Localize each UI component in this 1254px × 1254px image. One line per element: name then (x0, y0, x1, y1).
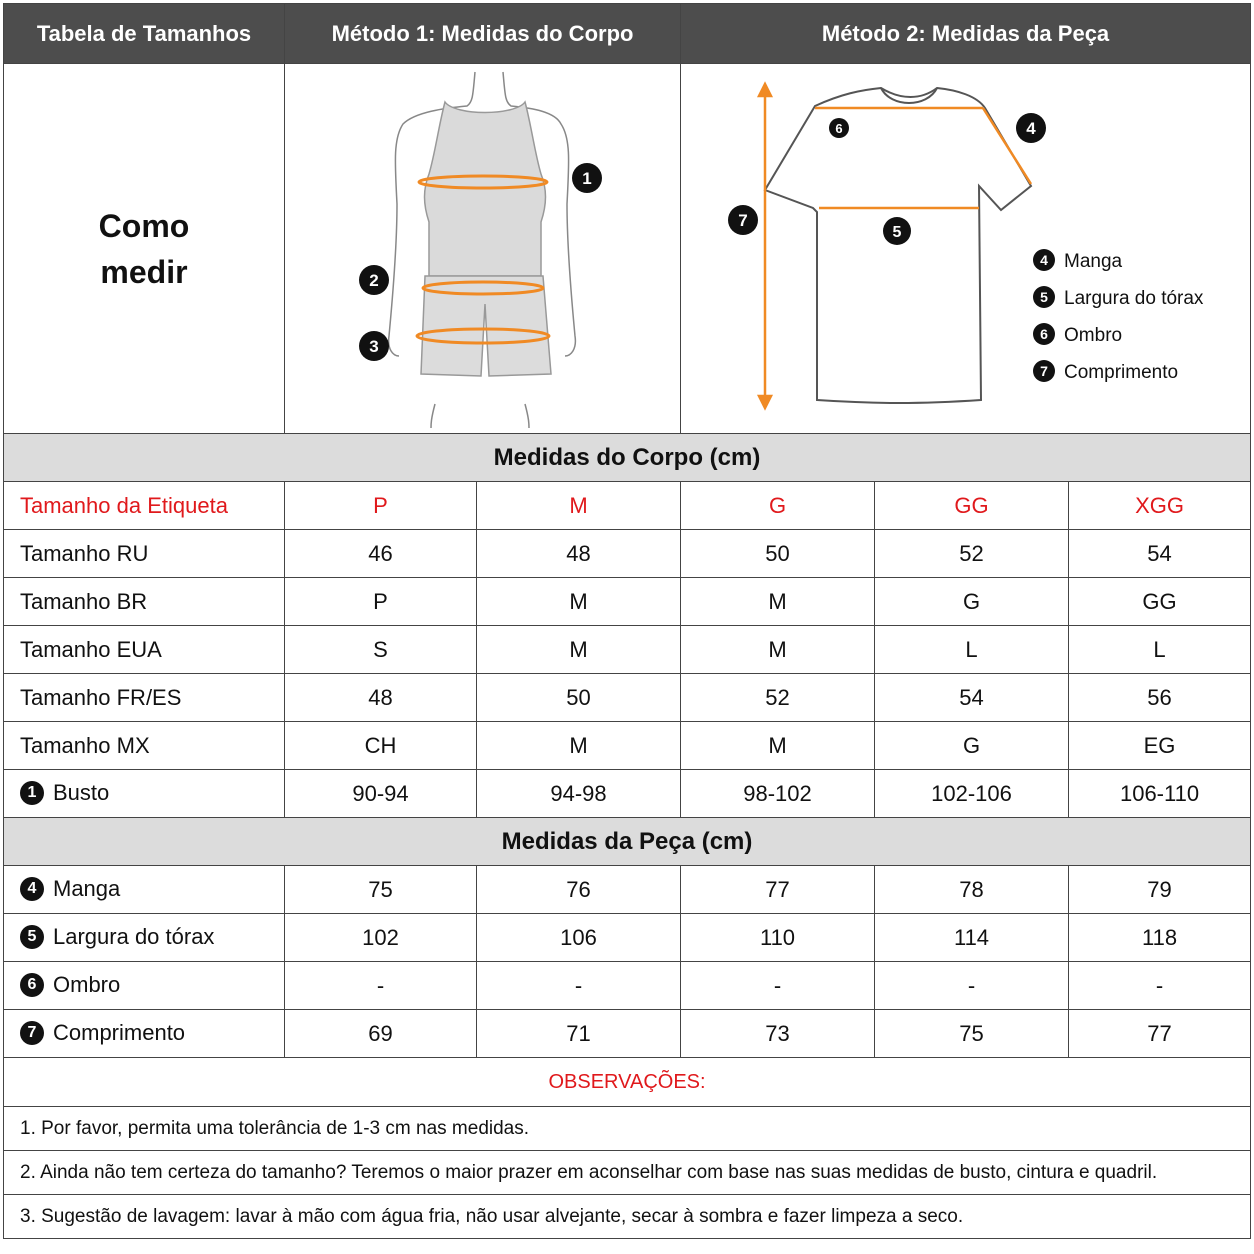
value-cell: 77 (681, 866, 875, 914)
diagram-row (4, 64, 1251, 434)
value-cell: 50 (681, 530, 875, 578)
legend-label: Largura do tórax (1064, 288, 1204, 309)
body-diagram (285, 64, 681, 428)
legend-label: Ombro (1064, 325, 1123, 346)
legend-item (1033, 323, 1203, 360)
value-cell: 46 (285, 530, 477, 578)
row-label (4, 626, 285, 674)
garment-diagram-cell (681, 64, 1251, 434)
label-size-row (4, 482, 1251, 530)
size-cell: M (477, 482, 681, 530)
value-cell: 76 (477, 866, 681, 914)
size-cell: GG (875, 482, 1069, 530)
row-label (4, 770, 285, 818)
value-cell: 69 (285, 1010, 477, 1058)
value-cell: 79 (1069, 866, 1251, 914)
value-cell: 106 (477, 914, 681, 962)
number-5-icon: 5 (20, 925, 44, 949)
note-row (4, 1107, 1251, 1151)
legend-item (1033, 286, 1203, 323)
row-label (4, 866, 285, 914)
value-cell: 50 (477, 674, 681, 722)
marker-2-label: 2 (369, 271, 379, 290)
number-6-icon: 6 (20, 973, 44, 997)
marker-1-label: 1 (582, 169, 592, 188)
size-cell: G (681, 482, 875, 530)
row-label (4, 674, 285, 722)
legend-label: Manga (1064, 251, 1123, 272)
value-cell: CH (285, 722, 477, 770)
row-label-text: Largura do tórax (53, 924, 215, 950)
table-row (4, 530, 1251, 578)
value-cell: 48 (477, 530, 681, 578)
value-cell: 102 (285, 914, 477, 962)
marker-7-label: 7 (738, 211, 748, 230)
table-row (4, 1010, 1251, 1058)
how-to-line-1: Como (98, 207, 190, 244)
value-cell: 78 (875, 866, 1069, 914)
size-table (3, 3, 1251, 1239)
value-cell: 54 (1069, 530, 1251, 578)
value-cell: 98-102 (681, 770, 875, 818)
value-cell: 75 (285, 866, 477, 914)
value-cell: - (1069, 962, 1251, 1010)
value-cell: M (477, 578, 681, 626)
value-cell: P (285, 578, 477, 626)
table-row (4, 674, 1251, 722)
table-row (4, 722, 1251, 770)
table-row (4, 626, 1251, 674)
marker-4-label: 4 (1026, 119, 1036, 138)
row-label (4, 722, 285, 770)
header-method-2: Método 2: Medidas da Peça (681, 4, 1251, 64)
number-7-icon: 7 (20, 1021, 44, 1045)
legend-item (1033, 249, 1203, 286)
body-section-title-row (4, 434, 1251, 482)
header-method-1: Método 1: Medidas do Corpo (285, 4, 681, 64)
marker-3-label: 3 (369, 337, 379, 356)
value-cell: M (477, 722, 681, 770)
note-row (4, 1195, 1251, 1239)
header-size-chart: Tabela de Tamanhos (4, 4, 285, 64)
size-cell: P (285, 482, 477, 530)
value-cell: - (285, 962, 477, 1010)
table-row (4, 962, 1251, 1010)
value-cell: 77 (1069, 1010, 1251, 1058)
row-label-text: Busto (53, 780, 110, 806)
number-1-icon: 1 (20, 781, 44, 805)
value-cell: 73 (681, 1010, 875, 1058)
row-label-text: Tamanho RU (20, 540, 149, 566)
garment-rows (4, 866, 1251, 1058)
table-row (4, 866, 1251, 914)
table-row (4, 770, 1251, 818)
body-section-title: Medidas do Corpo (cm) (4, 434, 1251, 482)
number-4-icon: 4 (1033, 249, 1055, 271)
row-label-text: Ombro (53, 972, 121, 998)
value-cell: G (875, 578, 1069, 626)
note-text: 3. Sugestão de lavagem: lavar à mão com água fria, não usar alvejante, secar à sombra e fazer limpeza a seco. (4, 1195, 1251, 1239)
value-cell: 114 (875, 914, 1069, 962)
number-5-icon: 5 (1033, 286, 1055, 308)
value-cell: S (285, 626, 477, 674)
tshirt-outline (765, 88, 1031, 403)
value-cell: M (681, 722, 875, 770)
row-label-text: Tamanho FR/ES (20, 684, 182, 710)
value-cell: 52 (875, 530, 1069, 578)
value-cell: M (681, 626, 875, 674)
marker-5-label: 5 (892, 224, 902, 241)
notes-title-row (4, 1058, 1251, 1107)
garment-section-title-row (4, 818, 1251, 866)
value-cell: GG (1069, 578, 1251, 626)
how-to-line-2: medir (100, 253, 188, 290)
legend-label: Comprimento (1064, 362, 1179, 383)
value-cell: 118 (1069, 914, 1251, 962)
value-cell: 56 (1069, 674, 1251, 722)
row-label (4, 578, 285, 626)
row-label (4, 530, 285, 578)
note-text: 2. Ainda não tem certeza do tamanho? Teremos o maior prazer em aconselhar com base nas suas medidas de busto, cintura e quadril. (4, 1151, 1251, 1195)
note-row (4, 1151, 1251, 1195)
row-label (4, 962, 285, 1010)
row-label-text: Tamanho EUA (20, 636, 162, 662)
row-label-text: Tamanho BR (20, 588, 148, 614)
size-chart (3, 3, 1250, 1239)
note-text: 1. Por favor, permita uma tolerância de 1-3 cm nas medidas. (4, 1107, 1251, 1151)
value-cell: G (875, 722, 1069, 770)
garment-section-title: Medidas da Peça (cm) (4, 818, 1251, 866)
row-label (4, 1010, 285, 1058)
table-row (4, 578, 1251, 626)
number-6-icon: 6 (1033, 323, 1055, 345)
value-cell: 94-98 (477, 770, 681, 818)
number-7-icon: 7 (1033, 360, 1055, 382)
value-cell: 52 (681, 674, 875, 722)
header-row (4, 4, 1251, 64)
row-label-text: Comprimento (53, 1020, 186, 1046)
row-label-text: Tamanho MX (20, 732, 150, 758)
value-cell: 106-110 (1069, 770, 1251, 818)
row-label: Tamanho da Etiqueta (4, 482, 285, 530)
body-rows (4, 530, 1251, 818)
row-label-text: Manga (53, 876, 121, 902)
size-cell: XGG (1069, 482, 1251, 530)
value-cell: 54 (875, 674, 1069, 722)
marker-6-label: 6 (835, 121, 843, 136)
notes-title: OBSERVAÇÕES: (4, 1058, 1251, 1107)
number-4-icon: 4 (20, 877, 44, 901)
value-cell: - (875, 962, 1069, 1010)
value-cell: L (1069, 626, 1251, 674)
body-diagram-cell (285, 64, 681, 434)
value-cell: 75 (875, 1010, 1069, 1058)
value-cell: 71 (477, 1010, 681, 1058)
table-row (4, 914, 1251, 962)
value-cell: 90-94 (285, 770, 477, 818)
value-cell: 110 (681, 914, 875, 962)
value-cell: - (477, 962, 681, 1010)
value-cell: M (681, 578, 875, 626)
value-cell: M (477, 626, 681, 674)
value-cell: 48 (285, 674, 477, 722)
value-cell: 102-106 (875, 770, 1069, 818)
row-label (4, 914, 285, 962)
garment-legend (1033, 249, 1203, 397)
how-to-measure (4, 64, 285, 434)
value-cell: - (681, 962, 875, 1010)
legend-item (1033, 360, 1203, 397)
value-cell: L (875, 626, 1069, 674)
value-cell: EG (1069, 722, 1251, 770)
